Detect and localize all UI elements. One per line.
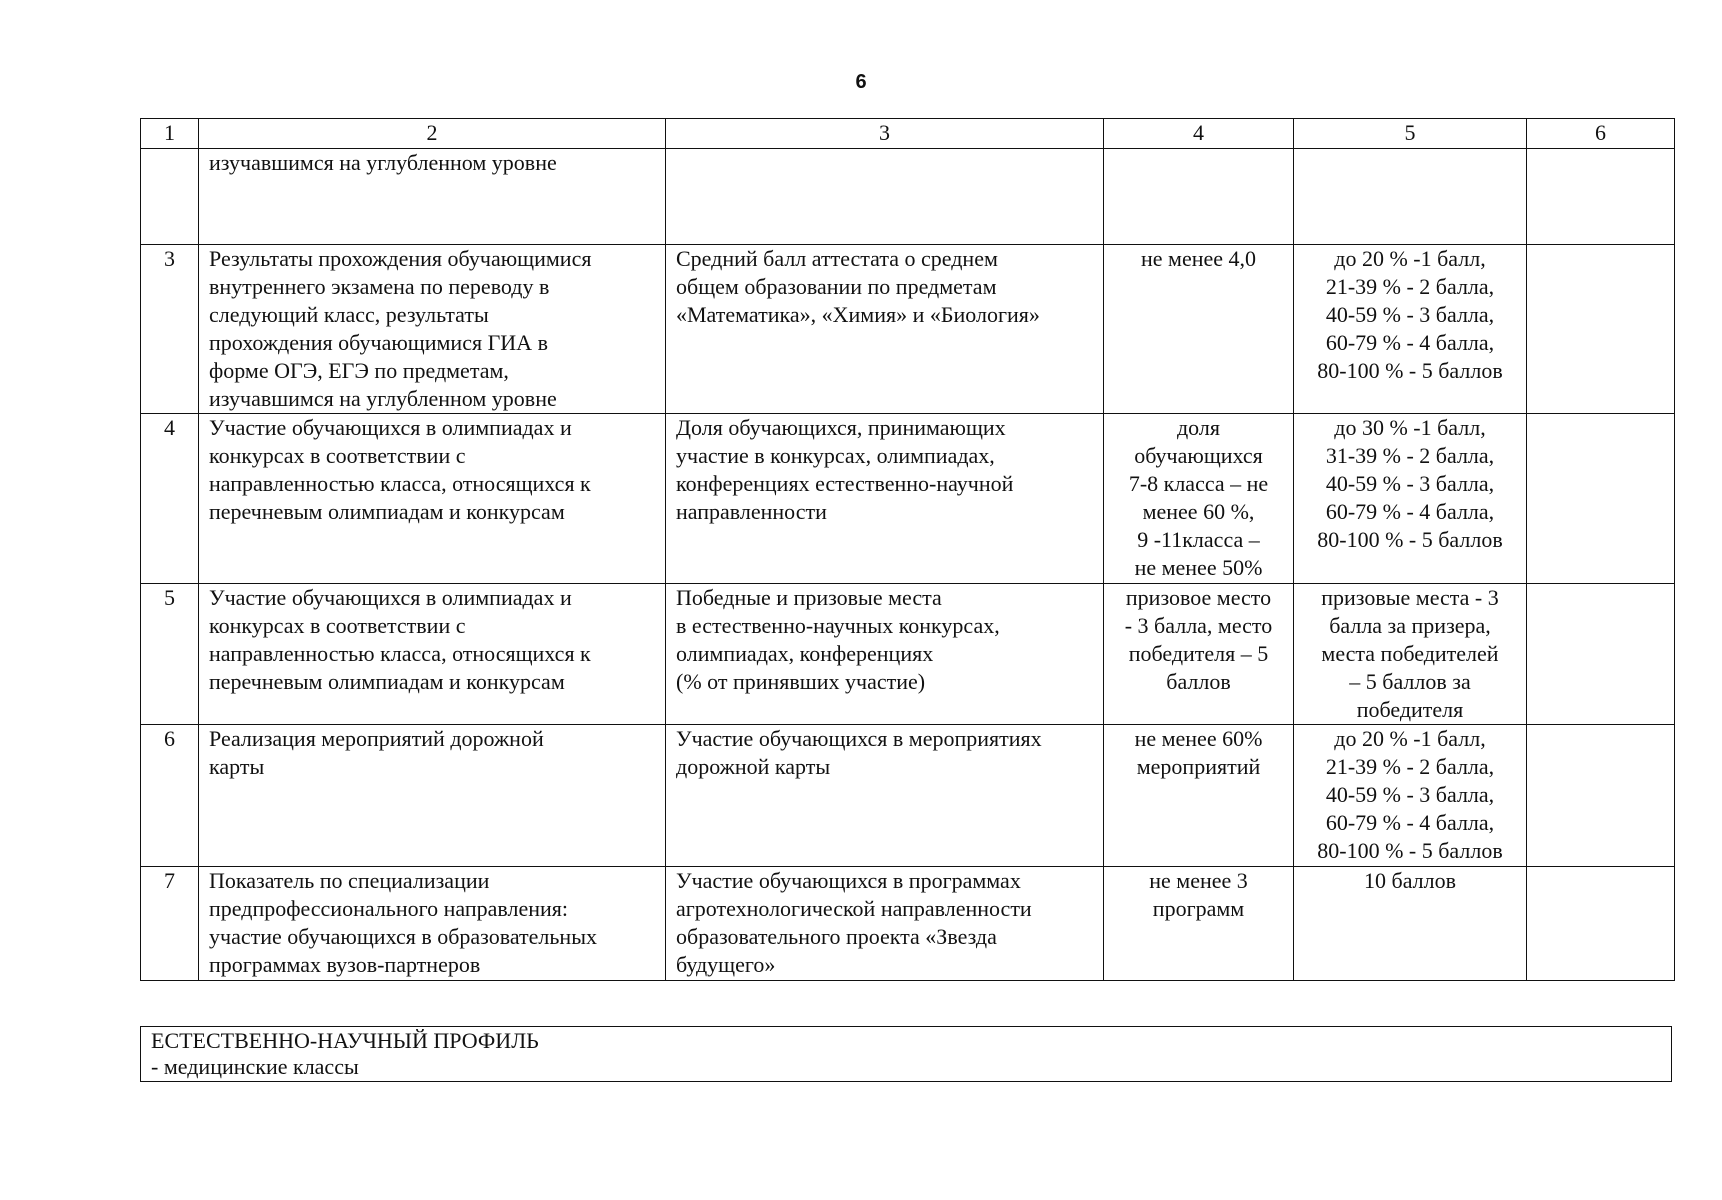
scoring-cell: 10 баллов — [1294, 867, 1527, 981]
norm-cell: не менее 3 программ — [1104, 867, 1294, 981]
note-cell — [1527, 414, 1675, 584]
column-number-row — [141, 119, 1675, 149]
table-row — [141, 149, 1675, 245]
profile-title: ЕСТЕСТВЕННО-НАУЧНЫЙ ПРОФИЛЬ — [151, 1028, 539, 1053]
column-number-3: 3 — [666, 119, 1104, 149]
table-row — [141, 584, 1675, 725]
note-cell — [1527, 867, 1675, 981]
criterion-cell: Участие обучающихся в программах агротехнологической направленности образовательного проекта «Звезда будущего» — [666, 867, 1104, 981]
scoring-cell: до 20 % -1 балл, 21-39 % - 2 балла, 40-59 % - 3 балла, 60-79 % - 4 балла, 80-100 % - 5 баллов — [1294, 725, 1527, 867]
table-row — [141, 725, 1675, 867]
row-number — [141, 149, 199, 245]
scoring-cell: призовые места - 3 балла за призера, места победителей – 5 баллов за победителя — [1294, 584, 1527, 725]
column-number-6: 6 — [1527, 119, 1675, 149]
profile-box — [140, 1026, 1672, 1082]
note-cell — [1527, 245, 1675, 414]
indicator-cell: Показатель по специализации предпрофессионального направления: участие обучающихся в образовательных программах вузов-партнеров — [199, 867, 666, 981]
row-number: 7 — [141, 867, 199, 981]
criterion-cell: Участие обучающихся в мероприятиях дорожной карты — [666, 725, 1104, 867]
row-number: 3 — [141, 245, 199, 414]
criteria-table — [140, 118, 1675, 981]
indicator-cell: Участие обучающихся в олимпиадах и конкурсах в соответствии с направленностью класса, относящихся к перечневым олимпиадам и конкурсам — [199, 584, 666, 725]
row-number: 5 — [141, 584, 199, 725]
norm-cell: доля обучающихся 7-8 класса – не менее 60 %, 9 -11класса – не менее 50% — [1104, 414, 1294, 584]
scoring-cell: до 30 % -1 балл, 31-39 % - 2 балла, 40-59 % - 3 балла, 60-79 % - 4 балла, 80-100 % - 5 баллов — [1294, 414, 1527, 584]
table-row — [141, 867, 1675, 981]
indicator-cell: Участие обучающихся в олимпиадах и конкурсах в соответствии с направленностью класса, относящихся к перечневым олимпиадам и конкурсам — [199, 414, 666, 584]
page-number: 6 — [855, 71, 867, 93]
row-number: 4 — [141, 414, 199, 584]
indicator-cell: Результаты прохождения обучающимися внутреннего экзамена по переводу в следующий класс, результаты прохождения обучающимися ГИА в форме ОГЭ, ЕГЭ по предметам, изучавшимся на углубленном уровне — [199, 245, 666, 414]
norm-cell: не менее 60% мероприятий — [1104, 725, 1294, 867]
criterion-cell — [666, 149, 1104, 245]
scoring-cell — [1294, 149, 1527, 245]
indicator-cell: Реализация мероприятий дорожной карты — [199, 725, 666, 867]
table-row — [141, 414, 1675, 584]
profile-subtitle: - медицинские классы — [151, 1054, 359, 1079]
note-cell — [1527, 584, 1675, 725]
indicator-cell: изучавшимся на углубленном уровне — [199, 149, 666, 245]
table-row — [141, 245, 1675, 414]
criterion-cell: Победные и призовые места в естественно-научных конкурсах, олимпиадах, конференциях (% от принявших участие) — [666, 584, 1104, 725]
norm-cell: призовое место - 3 балла, место победителя – 5 баллов — [1104, 584, 1294, 725]
note-cell — [1527, 149, 1675, 245]
note-cell — [1527, 725, 1675, 867]
criterion-cell: Доля обучающихся, принимающих участие в конкурсах, олимпиадах, конференциях естественно-научной направленности — [666, 414, 1104, 584]
scoring-cell: до 20 % -1 балл, 21-39 % - 2 балла, 40-59 % - 3 балла, 60-79 % - 4 балла, 80-100 % - 5 баллов — [1294, 245, 1527, 414]
column-number-4: 4 — [1104, 119, 1294, 149]
row-number: 6 — [141, 725, 199, 867]
column-number-1: 1 — [141, 119, 199, 149]
norm-cell — [1104, 149, 1294, 245]
criterion-cell: Средний балл аттестата о среднем общем образовании по предметам «Математика», «Химия» и «Биология» — [666, 245, 1104, 414]
column-number-5: 5 — [1294, 119, 1527, 149]
norm-cell: не менее 4,0 — [1104, 245, 1294, 414]
column-number-2: 2 — [199, 119, 666, 149]
